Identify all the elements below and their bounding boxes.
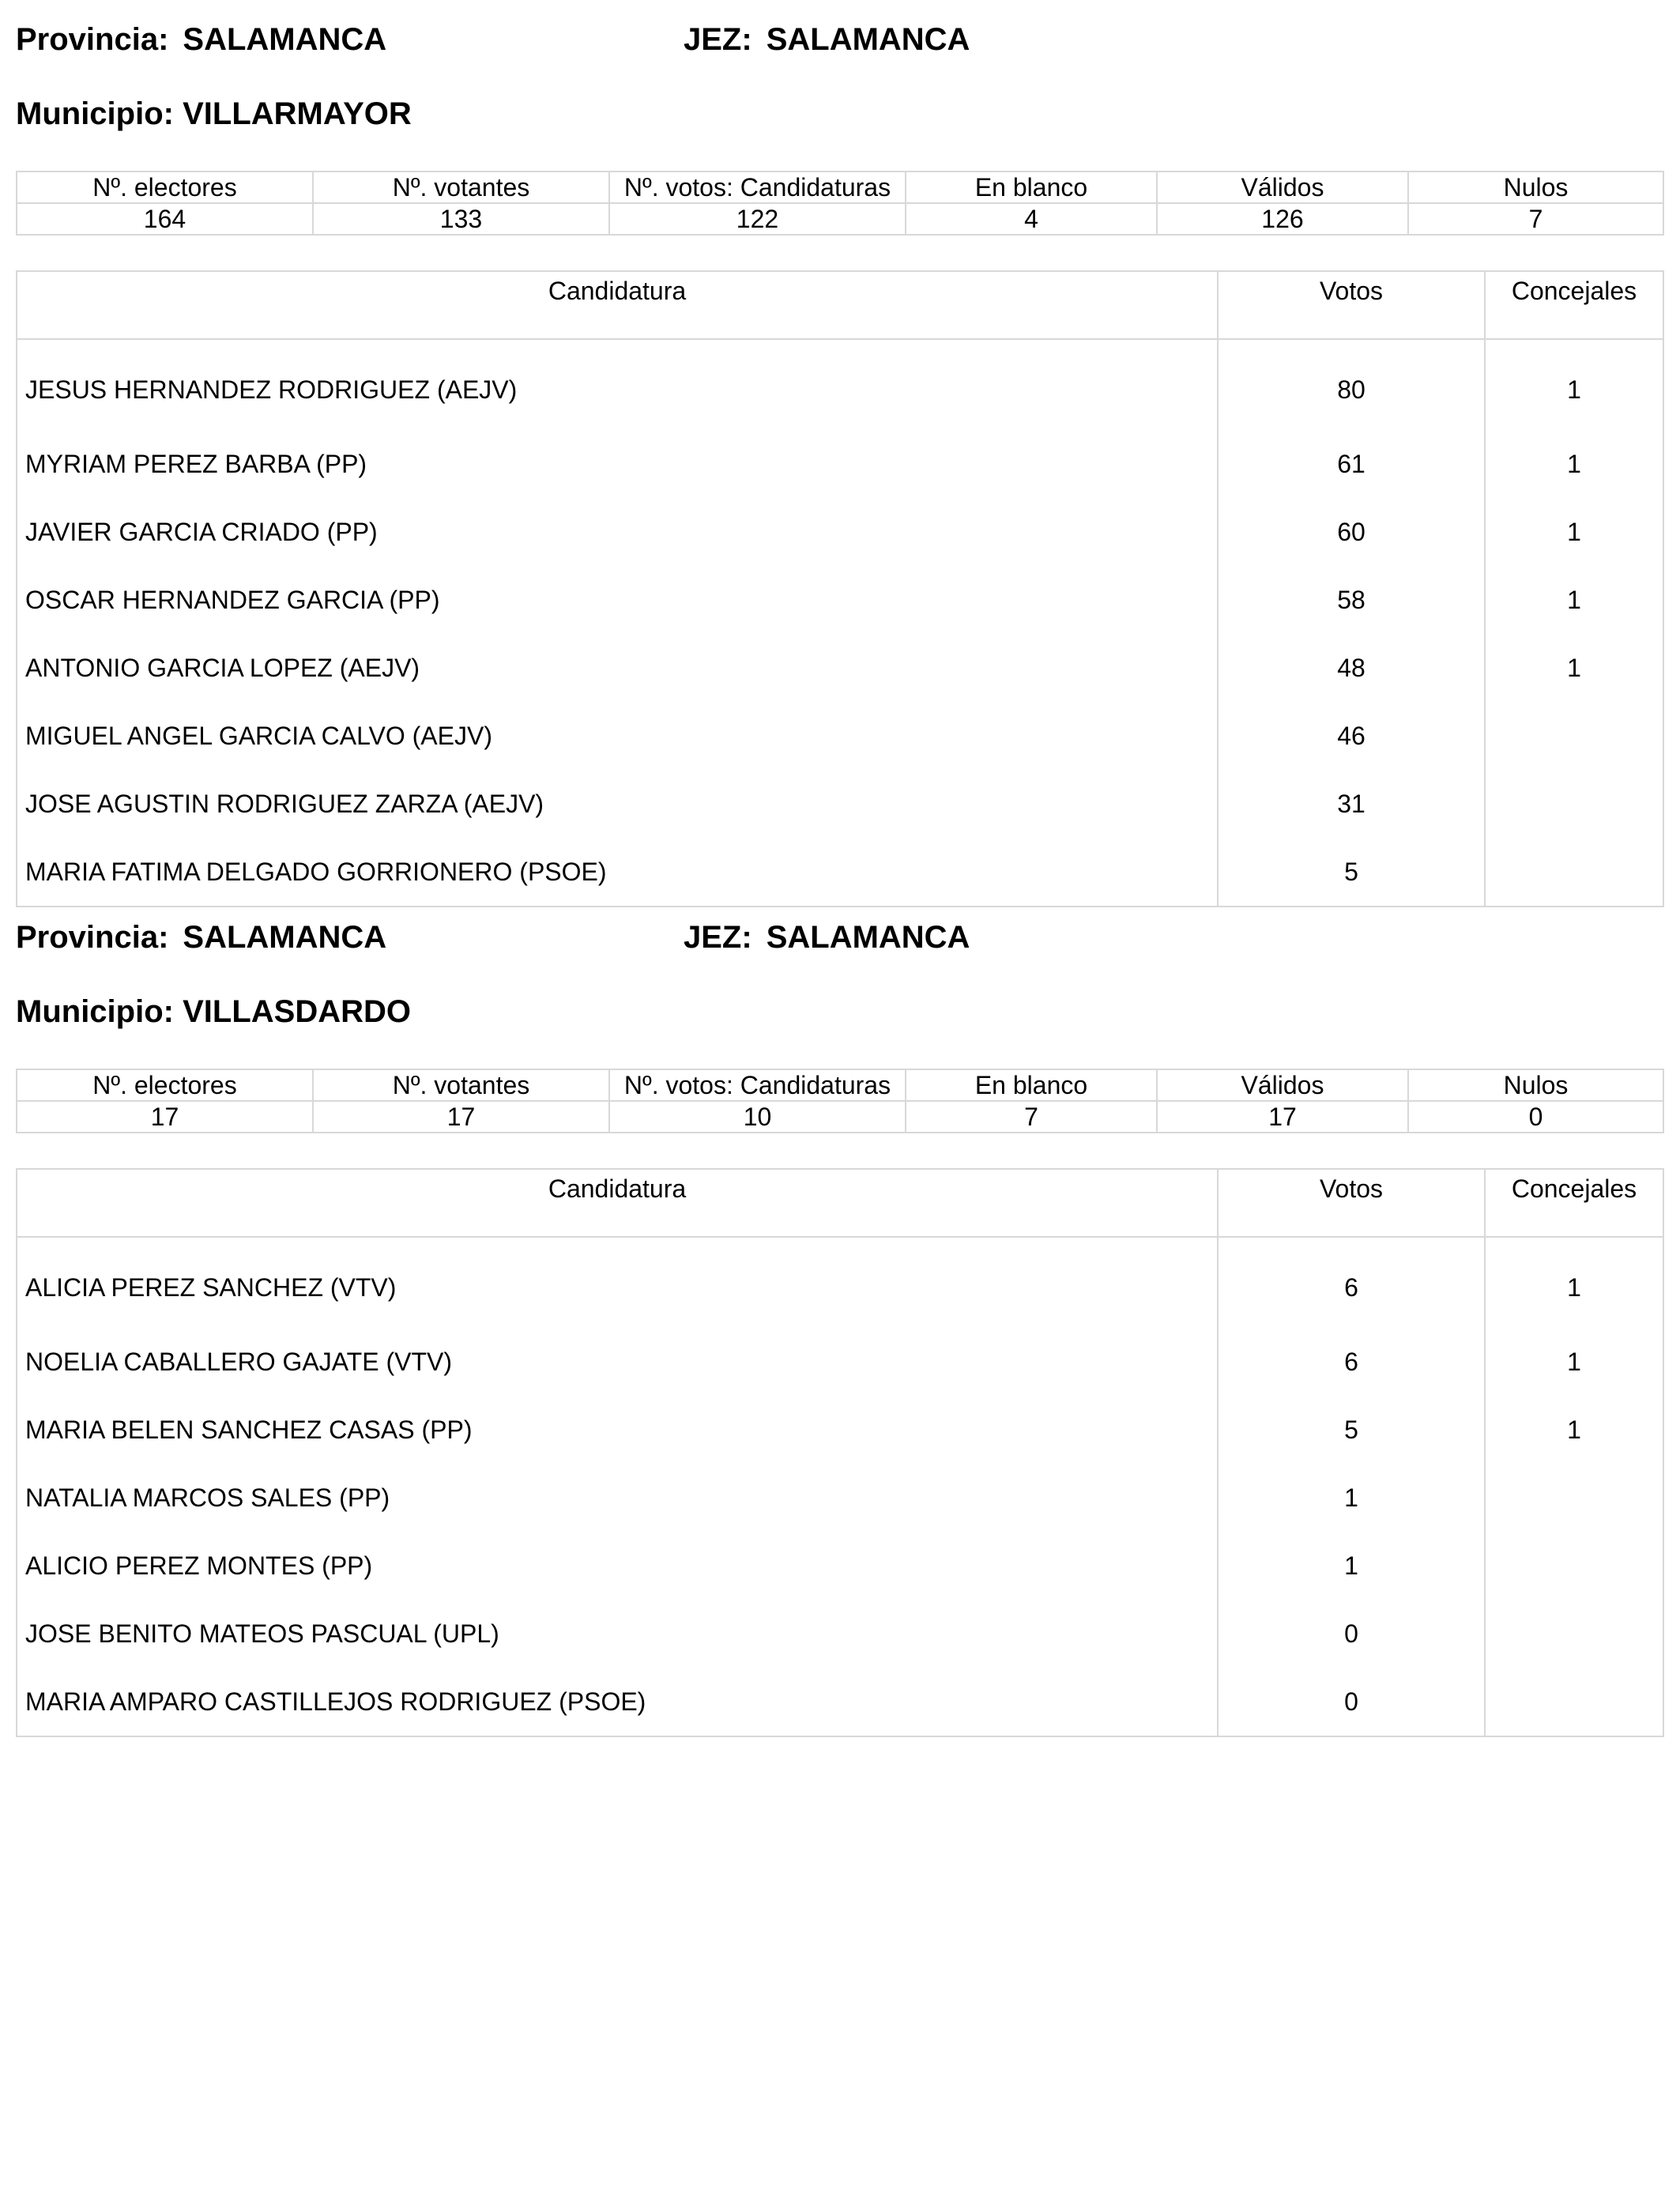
stats-value-cell: 4 <box>906 203 1157 235</box>
candidate-votes: 48 <box>1218 634 1485 702</box>
stats-header-cell: Nº. electores <box>17 1069 313 1101</box>
provincia-heading <box>16 22 386 58</box>
municipio-value: VILLARMAYOR <box>183 96 412 131</box>
stats-header-cell: Válidos <box>1157 1069 1408 1101</box>
provincia-value: SALAMANCA <box>183 920 387 955</box>
stats-header-cell: En blanco <box>906 172 1157 203</box>
candidate-concejales <box>1485 1668 1663 1736</box>
candidate-name: JESUS HERNANDEZ RODRIGUEZ (AEJV) <box>17 339 1218 430</box>
table-row <box>17 1464 1663 1532</box>
candidate-concejales <box>1485 770 1663 838</box>
table-row <box>17 1328 1663 1396</box>
jez-label: JEZ: <box>684 22 752 57</box>
candidate-concejales <box>1485 1532 1663 1600</box>
candidates-table <box>16 1168 1664 1737</box>
table-row <box>17 634 1663 702</box>
municipio-heading <box>16 994 1663 1042</box>
table-row <box>17 339 1663 430</box>
candidate-name: MARIA AMPARO CASTILLEJOS RODRIGUEZ (PSOE) <box>17 1668 1218 1736</box>
stats-header-cell: Nº. votantes <box>313 172 609 203</box>
municipio-value: VILLASDARDO <box>183 994 411 1029</box>
candidate-name: MYRIAM PEREZ BARBA (PP) <box>17 430 1218 498</box>
votos-header: Votos <box>1218 1169 1485 1237</box>
stats-value-row <box>17 1101 1663 1133</box>
stats-header-cell: Nulos <box>1408 172 1663 203</box>
header-line <box>16 22 1663 70</box>
candidate-concejales: 1 <box>1485 1328 1663 1396</box>
candidate-name: ALICIA PEREZ SANCHEZ (VTV) <box>17 1237 1218 1328</box>
candidate-name: MIGUEL ANGEL GARCIA CALVO (AEJV) <box>17 702 1218 770</box>
table-row <box>17 1668 1663 1736</box>
candidate-votes: 0 <box>1218 1668 1485 1736</box>
results-section-villarmayor <box>16 22 1663 907</box>
candidate-concejales: 1 <box>1485 430 1663 498</box>
candidate-concejales: 1 <box>1485 634 1663 702</box>
stats-header-cell: Nº. electores <box>17 172 313 203</box>
candidates-table <box>16 270 1664 907</box>
stats-header-row <box>17 172 1663 203</box>
candidate-concejales: 1 <box>1485 498 1663 566</box>
stats-value-cell: 17 <box>1157 1101 1408 1133</box>
table-row <box>17 838 1663 907</box>
stats-header-cell: Válidos <box>1157 172 1408 203</box>
candidate-concejales <box>1485 1464 1663 1532</box>
stats-header-cell: Nº. votantes <box>313 1069 609 1101</box>
candidate-name: MARIA FATIMA DELGADO GORRIONERO (PSOE) <box>17 838 1218 907</box>
candidate-concejales: 1 <box>1485 1396 1663 1464</box>
candidate-concejales: 1 <box>1485 566 1663 634</box>
candidate-votes: 5 <box>1218 1396 1485 1464</box>
provincia-label: Provincia: <box>16 920 169 955</box>
candidate-name: NOELIA CABALLERO GAJATE (VTV) <box>17 1328 1218 1396</box>
jez-heading <box>684 22 970 58</box>
stats-value-cell: 7 <box>906 1101 1157 1133</box>
jez-heading <box>684 920 970 956</box>
stats-table <box>16 1069 1664 1133</box>
stats-value-cell: 164 <box>17 203 313 235</box>
table-row <box>17 1237 1663 1328</box>
table-row <box>17 566 1663 634</box>
candidate-name: JOSE BENITO MATEOS PASCUAL (UPL) <box>17 1600 1218 1668</box>
table-row <box>17 770 1663 838</box>
stats-header-cell: Nº. votos: Candidaturas <box>609 172 906 203</box>
candidates-header-row <box>17 271 1663 339</box>
candidate-votes: 58 <box>1218 566 1485 634</box>
candidate-votes: 61 <box>1218 430 1485 498</box>
candidate-votes: 6 <box>1218 1237 1485 1328</box>
candidate-concejales <box>1485 1600 1663 1668</box>
stats-value-cell: 17 <box>313 1101 609 1133</box>
stats-value-cell: 7 <box>1408 203 1663 235</box>
jez-label: JEZ: <box>684 920 752 955</box>
candidate-name: JOSE AGUSTIN RODRIGUEZ ZARZA (AEJV) <box>17 770 1218 838</box>
candidatura-header: Candidatura <box>17 1169 1218 1237</box>
stats-header-cell: En blanco <box>906 1069 1157 1101</box>
table-row <box>17 702 1663 770</box>
candidates-header-row <box>17 1169 1663 1237</box>
concejales-header: Concejales <box>1485 1169 1663 1237</box>
candidate-concejales <box>1485 838 1663 907</box>
candidate-votes: 6 <box>1218 1328 1485 1396</box>
table-row <box>17 1600 1663 1668</box>
votos-header: Votos <box>1218 271 1485 339</box>
municipio-label: Municipio: <box>16 994 174 1029</box>
candidate-name: ANTONIO GARCIA LOPEZ (AEJV) <box>17 634 1218 702</box>
candidate-votes: 5 <box>1218 838 1485 907</box>
provincia-heading <box>16 920 386 956</box>
candidate-name: JAVIER GARCIA CRIADO (PP) <box>17 498 1218 566</box>
concejales-header: Concejales <box>1485 271 1663 339</box>
results-section-villasdardo <box>16 920 1663 1737</box>
candidate-votes: 80 <box>1218 339 1485 430</box>
municipio-heading <box>16 96 1663 144</box>
table-row <box>17 1532 1663 1600</box>
provincia-label: Provincia: <box>16 22 169 57</box>
stats-header-row <box>17 1069 1663 1101</box>
candidate-concejales <box>1485 702 1663 770</box>
candidate-name: MARIA BELEN SANCHEZ CASAS (PP) <box>17 1396 1218 1464</box>
candidate-concejales: 1 <box>1485 1237 1663 1328</box>
candidate-votes: 46 <box>1218 702 1485 770</box>
stats-value-cell: 10 <box>609 1101 906 1133</box>
table-row <box>17 498 1663 566</box>
provincia-value: SALAMANCA <box>183 22 387 57</box>
candidatura-header: Candidatura <box>17 271 1218 339</box>
stats-value-row <box>17 203 1663 235</box>
stats-header-cell: Nulos <box>1408 1069 1663 1101</box>
candidate-name: ALICIO PEREZ MONTES (PP) <box>17 1532 1218 1600</box>
jez-value: SALAMANCA <box>766 22 970 57</box>
stats-table <box>16 171 1664 236</box>
header-line <box>16 920 1663 967</box>
stats-value-cell: 126 <box>1157 203 1408 235</box>
stats-value-cell: 17 <box>17 1101 313 1133</box>
candidate-votes: 1 <box>1218 1464 1485 1532</box>
municipio-label: Municipio: <box>16 96 174 131</box>
jez-value: SALAMANCA <box>766 920 970 955</box>
candidate-votes: 60 <box>1218 498 1485 566</box>
stats-value-cell: 122 <box>609 203 906 235</box>
candidate-votes: 31 <box>1218 770 1485 838</box>
candidate-name: OSCAR HERNANDEZ GARCIA (PP) <box>17 566 1218 634</box>
candidate-concejales: 1 <box>1485 339 1663 430</box>
candidate-votes: 1 <box>1218 1532 1485 1600</box>
candidate-name: NATALIA MARCOS SALES (PP) <box>17 1464 1218 1532</box>
table-row <box>17 430 1663 498</box>
stats-value-cell: 0 <box>1408 1101 1663 1133</box>
stats-value-cell: 133 <box>313 203 609 235</box>
candidate-votes: 0 <box>1218 1600 1485 1668</box>
table-row <box>17 1396 1663 1464</box>
stats-header-cell: Nº. votos: Candidaturas <box>609 1069 906 1101</box>
